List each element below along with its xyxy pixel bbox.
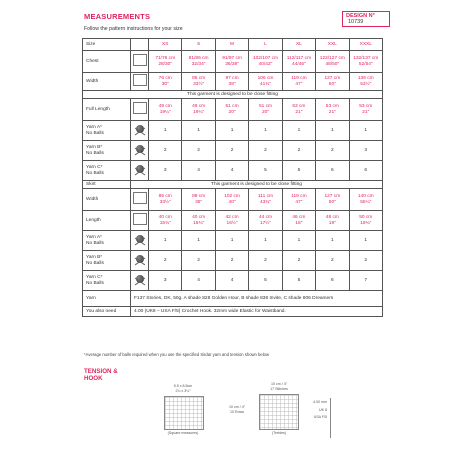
imperial-value: 50" bbox=[328, 199, 336, 205]
garment-diagram-icon bbox=[133, 192, 147, 204]
width-row-cell bbox=[316, 73, 349, 91]
skirt-yarn-b-row bbox=[83, 251, 383, 271]
metric-value: 106 cm bbox=[257, 75, 274, 81]
top-yarn-a-row-label bbox=[83, 121, 131, 141]
yarn-label: Yarn A* bbox=[86, 124, 102, 130]
yarn-ball-icon bbox=[136, 255, 144, 263]
full-length-row-label: Full Length bbox=[83, 99, 131, 121]
full-length-row-cell bbox=[182, 99, 215, 121]
rows-height-label: 10 cm / 4" bbox=[228, 405, 246, 409]
metric-value: 102/107 cm bbox=[252, 55, 279, 61]
skirt-yarn-a-row-balls: 1 bbox=[282, 231, 315, 251]
metric-value: 85 cm bbox=[192, 75, 206, 81]
metric-value: 111 cm bbox=[257, 193, 273, 199]
skirt-yarn-c-row bbox=[83, 271, 383, 291]
full-length-row-cell bbox=[249, 99, 282, 121]
no-balls-label: No Balls bbox=[86, 150, 104, 156]
yarn-label: Yarn A* bbox=[86, 234, 102, 240]
metric-value: 42 cm bbox=[225, 214, 239, 220]
metric-value: 40 cm bbox=[192, 214, 206, 220]
no-balls-label: No Balls bbox=[86, 170, 104, 176]
imperial-value: 18" bbox=[295, 220, 303, 226]
measurements-table bbox=[82, 38, 383, 317]
garment-diagram-icon bbox=[133, 102, 147, 114]
skirt-width-row bbox=[83, 189, 383, 211]
chest-row-cell bbox=[349, 51, 382, 73]
imperial-value: 52/54" bbox=[358, 61, 373, 67]
width-row-cell bbox=[349, 73, 382, 91]
yarn-info-label: Yarn bbox=[83, 291, 131, 307]
imperial-value: 40/42" bbox=[258, 61, 273, 67]
size-header: M bbox=[215, 39, 248, 51]
skirt-yarn-a-row bbox=[83, 231, 383, 251]
yarn-ball-icon bbox=[136, 275, 144, 283]
top-yarn-a-row-balls: 1 bbox=[215, 121, 248, 141]
metric-value: 51 cm bbox=[258, 103, 273, 109]
skirt-yarn-b-row-balls: 2 bbox=[349, 251, 382, 271]
imperial-value: 32/34" bbox=[191, 61, 206, 67]
top-yarn-a-row-balls: 1 bbox=[182, 121, 215, 141]
skirt-yarn-c-row-balls: 3 bbox=[149, 271, 182, 291]
metric-value: 46 cm bbox=[292, 214, 306, 220]
imperial-value: 50" bbox=[328, 81, 336, 87]
top-yarn-c-row bbox=[83, 161, 383, 181]
metric-value: 53 cm bbox=[292, 103, 306, 109]
page-title: MEASUREMENTS bbox=[84, 12, 151, 21]
garment-diagram-icon bbox=[133, 54, 147, 66]
trebles-width-label: 10 cm / 4" bbox=[270, 382, 288, 386]
top-yarn-a-row-balls: 1 bbox=[349, 121, 382, 141]
skirt-length-row-cell bbox=[182, 211, 215, 231]
metric-value: 122/127 cm bbox=[319, 55, 345, 61]
metric-value: 81/86 cm bbox=[188, 55, 209, 61]
skirt-width-row-cell bbox=[149, 189, 182, 211]
skirt-length-row-cell bbox=[349, 211, 382, 231]
skirt-yarn-b-row-balls: 2 bbox=[215, 251, 248, 271]
yarn-info-text: F137 Stories, DK, 50g. A shade 828 Golden Hour, B shade 836 Invite, C shade 806 Dreamers bbox=[131, 291, 383, 307]
imperial-value: 28/30" bbox=[158, 61, 173, 67]
skirt-yarn-c-row-balls: 5 bbox=[249, 271, 282, 291]
metric-value: 48 cm bbox=[325, 214, 339, 220]
imperial-value: 53½" bbox=[360, 81, 372, 87]
skirt-yarn-b-row-balls: 2 bbox=[282, 251, 315, 271]
top-yarn-b-row-balls: 2 bbox=[316, 141, 349, 161]
crochet-hook-icon bbox=[330, 398, 331, 438]
yarn-ball-icon bbox=[136, 125, 144, 133]
trebles-stitches-label: 17 Stitches bbox=[270, 387, 288, 391]
top-yarn-a-row-balls: 1 bbox=[282, 121, 315, 141]
imperial-value: 17½" bbox=[259, 220, 271, 226]
top-yarn-a-row-balls: 1 bbox=[316, 121, 349, 141]
skirt-width-row-cell bbox=[249, 189, 282, 211]
intro-text: Follow the pattern instructions for your size bbox=[84, 26, 183, 32]
imperial-value: 55¼" bbox=[360, 199, 372, 205]
full-length-row bbox=[83, 99, 383, 121]
skirt-yarn-a-row-balls: 1 bbox=[349, 231, 382, 251]
imperial-value: 21" bbox=[295, 109, 303, 115]
skirt-yarn-b-row-balls: 2 bbox=[149, 251, 182, 271]
metric-value: 127 cm bbox=[324, 75, 341, 81]
square-caption: (Square measures) bbox=[167, 431, 199, 435]
metric-value: 89 cm bbox=[192, 193, 206, 199]
skirt-yarn-a-row-balls: 1 bbox=[182, 231, 215, 251]
metric-value: 91/97 cm bbox=[222, 55, 242, 61]
size-header: L bbox=[249, 39, 282, 51]
imperial-value: 30" bbox=[161, 81, 169, 87]
tension-heading-line2: HOOK bbox=[84, 375, 103, 382]
size-label: Size bbox=[83, 39, 131, 51]
top-yarn-a-row bbox=[83, 121, 383, 141]
skirt-yarn-c-row-balls: 5 bbox=[282, 271, 315, 291]
skirt-width-row-cell bbox=[215, 189, 248, 211]
top-yarn-b-row bbox=[83, 141, 383, 161]
also-need-row bbox=[83, 307, 383, 317]
chest-row-cell bbox=[316, 51, 349, 73]
size-header: S bbox=[182, 39, 215, 51]
design-number-badge bbox=[342, 11, 390, 27]
imperial-value: 47" bbox=[295, 199, 303, 205]
rows-count-label: 10 Rows bbox=[230, 410, 244, 414]
skirt-yarn-c-row-balls: 4 bbox=[182, 271, 215, 291]
width-row-cell bbox=[215, 73, 248, 91]
skirt-row bbox=[83, 181, 383, 189]
metric-value: 44 cm bbox=[258, 214, 273, 220]
top-yarn-a-row-balls: 1 bbox=[249, 121, 282, 141]
top-yarn-b-row-balls: 2 bbox=[282, 141, 315, 161]
skirt-yarn-a-row-balls: 1 bbox=[316, 231, 349, 251]
metric-value: 140 cm bbox=[357, 193, 374, 199]
hook-uk: UK 8 bbox=[319, 408, 327, 412]
skirt-yarn-a-row-balls: 1 bbox=[149, 231, 182, 251]
width-row-cell bbox=[149, 73, 182, 91]
yarn-label: Yarn C* bbox=[86, 164, 103, 170]
imperial-value: 19¾" bbox=[360, 220, 372, 226]
skirt-row-note: This garment is designed to be close fitting bbox=[131, 181, 383, 189]
yarn-ball-icon bbox=[136, 145, 144, 153]
chest-row-cell bbox=[149, 51, 182, 73]
top-yarn-b-row-balls: 2 bbox=[215, 141, 248, 161]
square-size-imperial: 2¼ x 3¼" bbox=[175, 389, 191, 393]
yarn-info-row bbox=[83, 291, 383, 307]
full-length-row-cell bbox=[215, 99, 248, 121]
metric-value: 50 cm bbox=[359, 214, 373, 220]
skirt-length-row-cell bbox=[282, 211, 315, 231]
design-number: 10739 bbox=[348, 19, 364, 25]
skirt-yarn-b-row-label bbox=[83, 251, 131, 271]
skirt-length-row-cell bbox=[316, 211, 349, 231]
design-label: DESIGN N° bbox=[346, 13, 375, 19]
skirt-yarn-a-row-balls: 1 bbox=[249, 231, 282, 251]
full-length-row-cell bbox=[316, 99, 349, 121]
metric-value: 119 cm bbox=[291, 193, 307, 199]
top-yarn-b-row-balls: 2 bbox=[149, 141, 182, 161]
skirt-yarn-a-row-label bbox=[83, 231, 131, 251]
skirt-length-row-cell bbox=[149, 211, 182, 231]
imperial-value: 20" bbox=[228, 109, 236, 115]
metric-value: 119 cm bbox=[291, 75, 307, 81]
imperial-value: 33½" bbox=[159, 199, 171, 205]
skirt-length-row-cell bbox=[249, 211, 282, 231]
chest-row-cell bbox=[182, 51, 215, 73]
yarn-label: Yarn B* bbox=[86, 144, 103, 150]
full-length-row-cell bbox=[349, 99, 382, 121]
metric-value: 49 cm bbox=[192, 103, 206, 109]
top-yarn-b-row-balls: 2 bbox=[182, 141, 215, 161]
imperial-value: 21" bbox=[362, 109, 370, 115]
top-yarn-a-row-balls: 1 bbox=[149, 121, 182, 141]
size-header: XL bbox=[282, 39, 315, 51]
full-length-row-cell bbox=[149, 99, 182, 121]
top-yarn-c-row-balls: 6 bbox=[349, 161, 382, 181]
skirt-yarn-c-row-balls: 7 bbox=[349, 271, 382, 291]
imperial-value: 33½" bbox=[193, 81, 205, 87]
no-balls-label: No Balls bbox=[86, 240, 104, 246]
footnote: *Average number of balls required when you use the specified Sirdar yarn and tension shown below bbox=[84, 352, 269, 357]
metric-value: 97 cm bbox=[225, 75, 239, 81]
top-yarn-b-row-balls: 2 bbox=[249, 141, 282, 161]
size-row bbox=[83, 39, 383, 51]
also-need-label: You also need bbox=[83, 307, 131, 317]
imperial-value: 43¾" bbox=[259, 199, 271, 205]
size-header: XXXL bbox=[349, 39, 382, 51]
imperial-value: 48/50" bbox=[325, 61, 340, 67]
width-row bbox=[83, 73, 383, 91]
no-balls-label: No Balls bbox=[86, 280, 104, 286]
imperial-value: 20" bbox=[261, 109, 269, 115]
garment-diagram-icon bbox=[133, 213, 147, 225]
metric-value: 136 cm bbox=[357, 75, 374, 81]
width-row-cell bbox=[282, 73, 315, 91]
yarn-label: Yarn C* bbox=[86, 274, 103, 280]
top-yarn-b-row-label bbox=[83, 141, 131, 161]
yarn-label: Yarn B* bbox=[86, 254, 103, 260]
pattern-page bbox=[72, 0, 390, 450]
metric-value: 53 cm bbox=[325, 103, 339, 109]
tension-heading bbox=[84, 368, 118, 382]
no-balls-label: No Balls bbox=[86, 260, 104, 266]
top-yarn-c-row-balls: 6 bbox=[316, 161, 349, 181]
skirt-length-row-label: Length bbox=[83, 211, 131, 231]
skirt-width-row-cell bbox=[182, 189, 215, 211]
close-fit-top bbox=[83, 91, 383, 99]
top-yarn-b-row-balls: 3 bbox=[349, 141, 382, 161]
imperial-value: 35" bbox=[195, 199, 203, 205]
tension-heading-line1: TENSION & bbox=[84, 368, 118, 375]
top-yarn-c-row-balls: 4 bbox=[215, 161, 248, 181]
skirt-yarn-c-row-balls: 4 bbox=[215, 271, 248, 291]
skirt-yarn-b-row-balls: 2 bbox=[249, 251, 282, 271]
top-yarn-c-row-balls: 5 bbox=[249, 161, 282, 181]
imperial-value: 15¾" bbox=[159, 220, 171, 226]
garment-diagram-icon bbox=[133, 74, 147, 86]
skirt-yarn-c-row-balls: 6 bbox=[316, 271, 349, 291]
hook-mm: 4.00 mm bbox=[313, 400, 327, 404]
skirt-width-row-cell bbox=[282, 189, 315, 211]
width-row-label: Width bbox=[83, 73, 131, 91]
also-need-text: 4.00 (UK8 – USA F/5) Crochet Hook. 32mm wide Elastic for Waistband. bbox=[131, 307, 383, 317]
metric-value: 53 cm bbox=[359, 103, 373, 109]
imperial-value: 19" bbox=[328, 220, 336, 226]
imperial-value: 19¼" bbox=[159, 109, 171, 115]
no-balls-label: No Balls bbox=[86, 130, 104, 136]
metric-value: 127 cm bbox=[324, 193, 341, 199]
skirt-width-row-label: Width bbox=[83, 189, 131, 211]
skirt-length-row bbox=[83, 211, 383, 231]
chest-row-cell bbox=[282, 51, 315, 73]
top-yarn-c-row-balls: 4 bbox=[182, 161, 215, 181]
chest-row bbox=[83, 51, 383, 73]
trebles-swatch-grid bbox=[259, 394, 299, 430]
width-row-cell bbox=[182, 73, 215, 91]
skirt-yarn-b-row-balls: 2 bbox=[182, 251, 215, 271]
top-yarn-c-row-balls: 3 bbox=[149, 161, 182, 181]
metric-value: 76 cm bbox=[158, 75, 172, 81]
skirt-yarn-c-row-label bbox=[83, 271, 131, 291]
metric-value: 102 cm bbox=[224, 193, 240, 199]
imperial-value: 38" bbox=[228, 81, 236, 87]
metric-value: 132/137 cm bbox=[353, 55, 379, 61]
chest-row-label: Chest bbox=[83, 51, 131, 73]
yarn-ball-icon bbox=[136, 165, 144, 173]
imperial-value: 19¼" bbox=[193, 109, 205, 115]
hook-usa: USA F/5 bbox=[313, 415, 327, 419]
skirt-yarn-a-row-balls: 1 bbox=[215, 231, 248, 251]
metric-value: 49 cm bbox=[158, 103, 172, 109]
full-length-row-cell bbox=[282, 99, 315, 121]
imperial-value: 44/46" bbox=[292, 61, 306, 67]
size-header: XS bbox=[149, 39, 182, 51]
top-yarn-c-row-balls: 5 bbox=[282, 161, 315, 181]
square-swatch-grid bbox=[164, 396, 204, 430]
chest-row-cell bbox=[249, 51, 282, 73]
imperial-value: 15¾" bbox=[193, 220, 205, 226]
imperial-value: 40" bbox=[228, 199, 236, 205]
imperial-value: 41¾" bbox=[259, 81, 271, 87]
size-header: XXL bbox=[316, 39, 349, 51]
skirt-row-label: Skirt bbox=[83, 181, 131, 189]
metric-value: 112/117 cm bbox=[286, 55, 312, 61]
skirt-width-row-cell bbox=[349, 189, 382, 211]
metric-value: 40 cm bbox=[158, 214, 172, 220]
skirt-yarn-b-row-balls: 2 bbox=[316, 251, 349, 271]
imperial-value: 21" bbox=[328, 109, 336, 115]
top-yarn-c-row-label bbox=[83, 161, 131, 181]
close-fit-top-note: This garment is designed to be close fitting bbox=[83, 91, 383, 99]
yarn-ball-icon bbox=[136, 235, 144, 243]
width-row-cell bbox=[249, 73, 282, 91]
imperial-value: 36/38" bbox=[225, 61, 239, 67]
skirt-width-row-cell bbox=[316, 189, 349, 211]
metric-value: 51 cm bbox=[225, 103, 239, 109]
chest-row-cell bbox=[215, 51, 248, 73]
metric-value: 71/76 cm bbox=[155, 55, 176, 61]
imperial-value: 16½" bbox=[226, 220, 238, 226]
skirt-length-row-cell bbox=[215, 211, 248, 231]
imperial-value: 47" bbox=[295, 81, 303, 87]
square-size-label: 5.5 x 8.5cm bbox=[173, 384, 193, 388]
trebles-caption: (Trebles) bbox=[271, 431, 287, 435]
metric-value: 85 cm bbox=[158, 193, 172, 199]
